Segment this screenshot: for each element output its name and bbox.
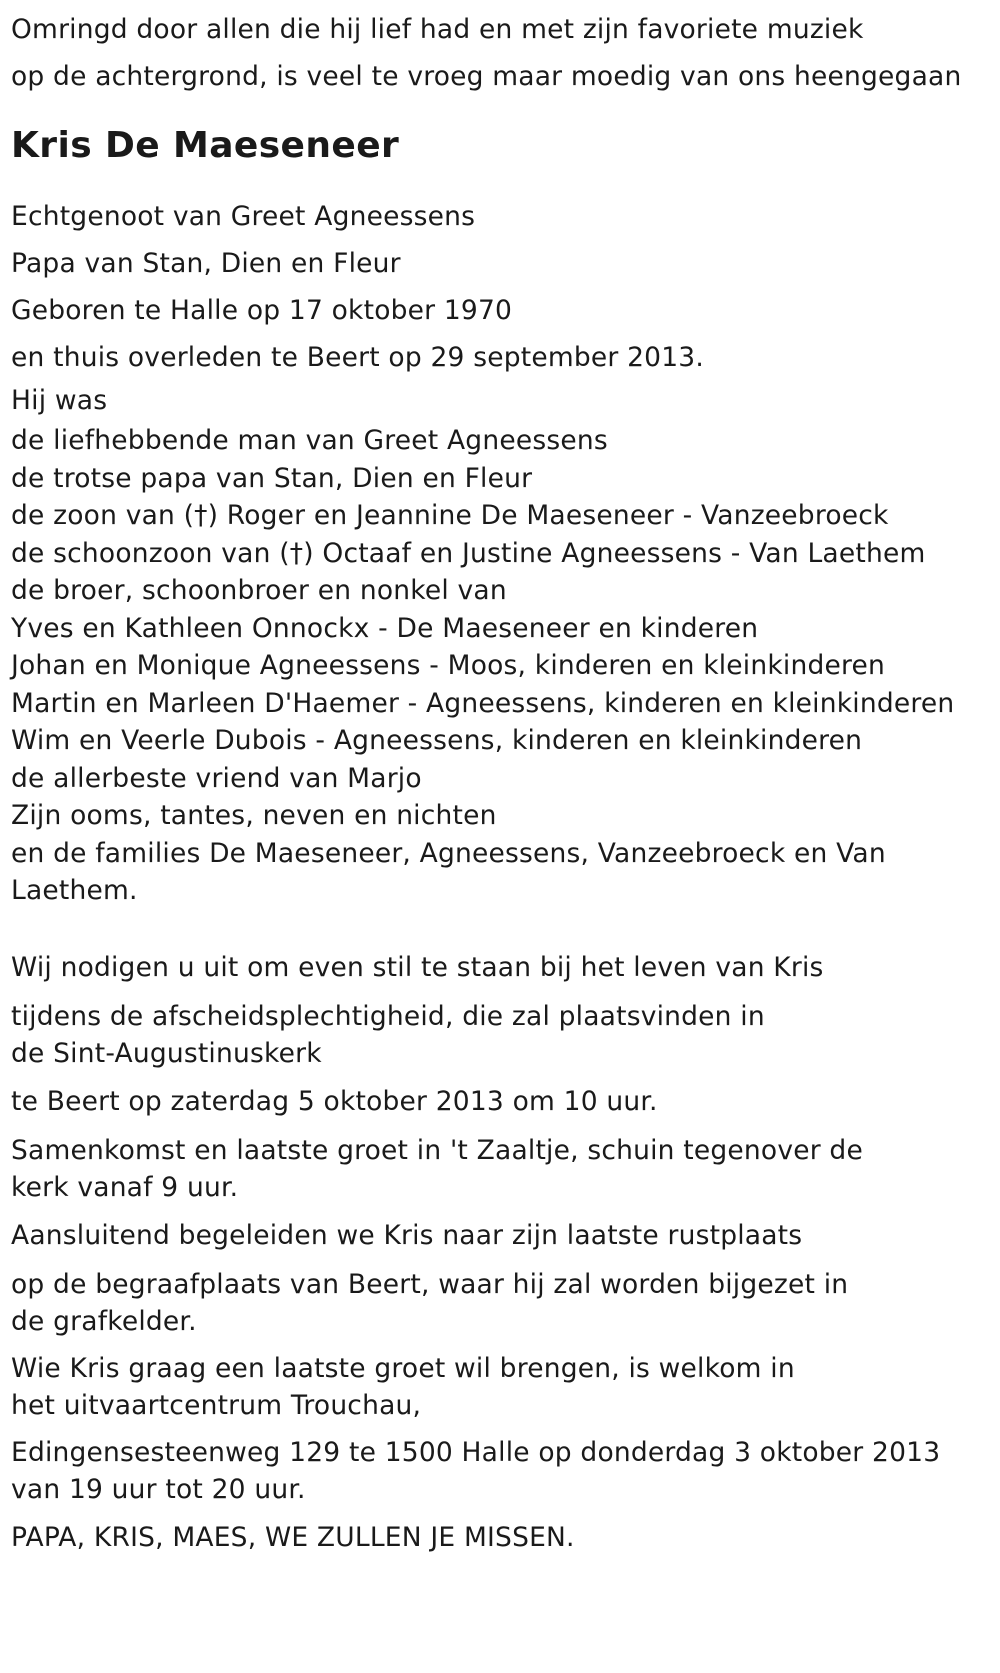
family-line: de liefhebbende man van Greet Agneessens [11, 425, 608, 456]
intro-text [11, 6, 990, 100]
family-line: de allerbeste vriend van Marjo [11, 762, 422, 794]
family-line: de broer, schoonbroer en nonkel van [11, 575, 507, 606]
intro-line-1: Omringd door allen die hij lief had en met zijn favoriete muziek [11, 14, 864, 45]
ceremony-invitation: Wij nodigen u uit om even stil te staan bij het leven van Kris [11, 951, 824, 983]
ceremony-location: tijdens de afscheidsplechtigheid, die zal plaatsvinden in de Sint-Augustinuskerk [11, 1000, 765, 1069]
family-line: en de families De Maeseneer, Agneessens, Vanzeebroeck en Van [11, 837, 886, 869]
family-line: Martin en Marleen D'Haemer - Agneessens, kinderen en kleinkinderen [11, 687, 955, 719]
family-line: Hij was [11, 385, 108, 416]
detail-spouse: Echtgenoot van Greet Agneessens [11, 201, 476, 232]
family-line: Zijn ooms, tantes, neven en nichten [11, 800, 497, 831]
family-line: de zoon van (†) Roger en Jeannine De Maeseneer - Vanzeebroeck [11, 500, 889, 531]
ceremony-gathering: Samenkomst en laatste groet in 't Zaaltje, schuin tegenover de kerk vanaf 9 uur. [11, 1134, 863, 1203]
detail-death: en thuis overleden te Beert op 29 september 2013. [11, 342, 704, 373]
section-spacer [11, 910, 990, 948]
family-line: Wim en Veerle Dubois - Agneessens, kinderen en kleinkinderen [11, 725, 863, 756]
ceremony-burial-place: op de begraafplaats van Beert, waar hij zal worden bijgezet in de grafkelder. [11, 1268, 849, 1337]
deceased-name: Kris De Maeseneer [11, 125, 400, 166]
ceremony-burial-intro: Aansluitend begeleiden we Kris naar zijn laatste rustplaats [11, 1219, 803, 1251]
family-list [11, 384, 990, 910]
detail-birth: Geboren te Halle op 17 oktober 1970 [11, 295, 513, 326]
intro-line-2: op de achtergrond, is veel te vroeg maar moedig van ons heengegaan [11, 61, 962, 92]
family-line: Johan en Monique Agneessens - Moos, kinderen en kleinkinderen [11, 650, 886, 681]
closing-message: PAPA, KRIS, MAES, WE ZULLEN JE MISSEN. [11, 1521, 575, 1553]
ceremony-info [11, 948, 941, 1558]
detail-children: Papa van Stan, Dien en Fleur [11, 248, 401, 279]
family-line: de schoonzoon van (†) Octaaf en Justine Agneessens - Van Laethem [11, 537, 926, 569]
ceremony-visitation-address: Edingensesteenweg 129 te 1500 Halle op donderdag 3 oktober 2013 van 19 uur tot 20 uur. [11, 1436, 941, 1505]
family-line: Yves en Kathleen Onnockx - De Maeseneer en kinderen [11, 612, 759, 644]
ceremony-visitation: Wie Kris graag een laatste groet wil brengen, is welkom in het uitvaartcentrum Trouchau, [11, 1352, 795, 1421]
family-line: de trotse papa van Stan, Dien en Fleur [11, 462, 533, 494]
ceremony-date: te Beert op zaterdag 5 oktober 2013 om 10 uur. [11, 1085, 658, 1117]
family-line: Laethem. [11, 875, 138, 906]
personal-details [11, 200, 990, 375]
